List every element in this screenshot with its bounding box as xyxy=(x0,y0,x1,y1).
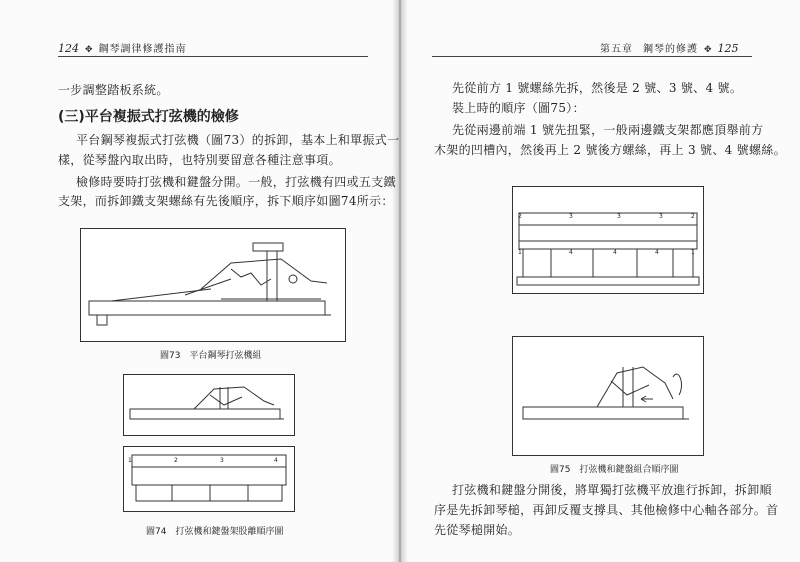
right-header-rule xyxy=(432,56,752,57)
fig74-number-2: 2 xyxy=(174,457,178,464)
right-para3-line3: 先從琴槌開始。 xyxy=(434,523,521,537)
figure-74-side-view xyxy=(123,374,295,436)
section-title: 平台複振式打弦機的檢修 xyxy=(84,109,239,125)
fig75-top-number-4: 3 xyxy=(659,213,663,220)
right-para1-line1: 先從前方 1 號螺絲先拆，然後是 2 號、3 號、4 號。 xyxy=(452,81,743,95)
right-para3-line1: 打弦機和鍵盤分開後，將單獨打弦機平放進行拆卸，拆卸順 xyxy=(452,483,772,497)
fig75-bottom-number-1: 1 xyxy=(518,249,522,256)
right-page-number: 125 xyxy=(717,42,739,55)
fig75-bottom-number-5: 1 xyxy=(691,249,695,256)
fig74-number-4: 4 xyxy=(274,457,278,464)
diamond-ornament-icon: ✥ xyxy=(704,45,712,55)
section-marker: (三) xyxy=(58,109,85,125)
right-para3-line2: 序是先拆卸琴槌，再卸反覆支撐具、其他檢修中心軸各部分。首 xyxy=(434,503,779,517)
figure-75-caption: 圖75 打弦機和鍵盤組合順序圖 xyxy=(550,465,679,475)
right-header-title: 鋼琴的修護 xyxy=(643,44,698,55)
right-para1-line2: 裝上時的順序（圖75）： xyxy=(452,101,585,115)
section-heading xyxy=(58,106,239,126)
figure-74-caption: 圖74 打弦機和鍵盤架股離順序圖 xyxy=(146,527,284,537)
diamond-ornament-icon: ✥ xyxy=(85,45,93,55)
left-header xyxy=(58,40,187,55)
left-header-title: 鋼琴調律修護指南 xyxy=(98,44,187,55)
fig75-top-number-5: 2 xyxy=(691,213,695,220)
fig75-bottom-number-4: 4 xyxy=(655,249,659,256)
figure-75-side-view xyxy=(512,336,704,456)
left-page-number: 124 xyxy=(58,42,79,55)
fig75-top-number-1: 2 xyxy=(518,213,522,220)
right-header-chapter: 第五章 xyxy=(600,44,633,55)
book-gutter xyxy=(392,0,408,562)
figure-75-top-view xyxy=(512,186,704,294)
left-header-rule xyxy=(58,56,368,57)
left-para2-line1: 檢修時要時打弦機和鍵盤分開。一般，打弦機有四或五支鐵 xyxy=(76,175,396,189)
figure-73-grand-action xyxy=(80,228,346,342)
fig75-bottom-number-3: 4 xyxy=(613,249,617,256)
left-para2-line2: 支架，而拆卸鐵支架螺絲有先後順序，拆下順序如圖74所示： xyxy=(58,194,394,208)
fig75-bottom-number-2: 4 xyxy=(569,249,573,256)
figure-74-top-view xyxy=(123,446,295,512)
fig75-top-number-3: 3 xyxy=(617,213,621,220)
fig74-number-1: 1 xyxy=(128,457,132,464)
left-para1-line2: 樣，從琴盤內取出時，也特別要留意各種注意事項。 xyxy=(58,153,341,167)
left-para1-line1: 平台鋼琴複振式打弦機（圖73）的拆卸，基本上和單振式一 xyxy=(76,133,400,147)
intro-line: 一步調整踏板系統。 xyxy=(58,83,169,97)
figure-73-caption: 圖73 平台鋼琴打弦機組 xyxy=(160,351,262,361)
fig75-top-number-2: 3 xyxy=(569,213,573,220)
fig74-number-3: 3 xyxy=(220,457,224,464)
right-header xyxy=(600,40,739,55)
right-para2-line2: 木架的凹槽內，然後再上 2 號後方螺絲，再上 3 號、4 號螺絲。 xyxy=(434,143,786,157)
right-para2-line1: 先從兩邊前端 1 號先扭緊，一般兩邊鐵支架都應頂舉前方 xyxy=(452,123,764,137)
